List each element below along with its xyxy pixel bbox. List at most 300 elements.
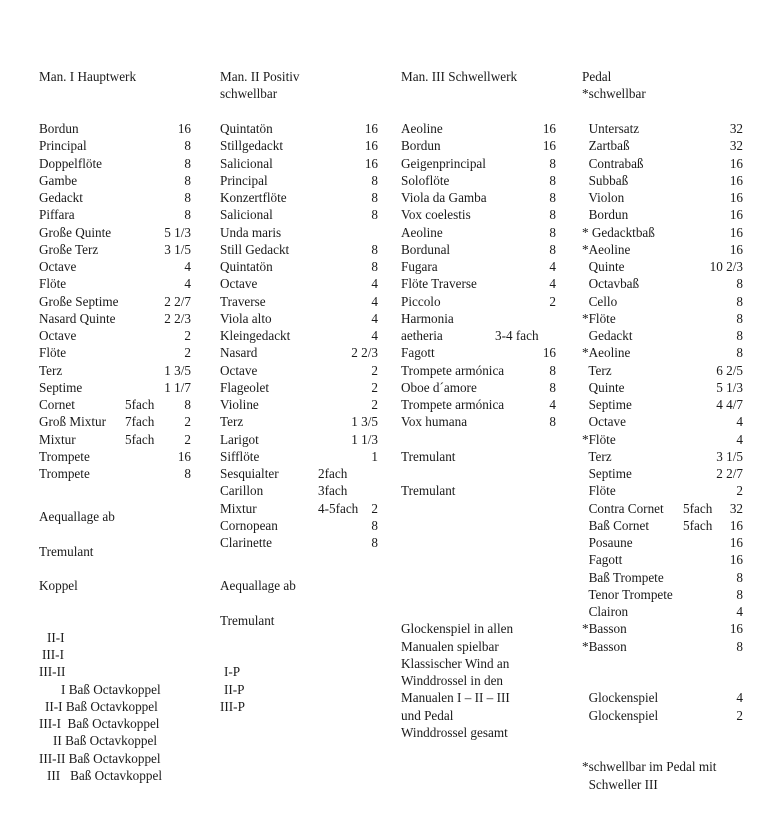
stop-name: Cornet [39,397,75,412]
stop-size: 16 [729,517,743,533]
stop-name: aetheria [401,328,443,343]
stop-name: Aeoline [401,121,443,136]
stop-row [401,413,556,430]
stop-row [39,275,191,292]
stop-size: 16 [729,190,743,205]
stop-size: 4 [184,276,191,292]
stop-size: 16 [177,121,191,136]
stop-row [582,293,743,310]
stop-name: Glockenspiel [582,707,659,723]
stop-name: Gambe [39,172,78,188]
stop-size: 16 [729,224,743,240]
stop-size: 2 [371,397,378,412]
stop-row [582,172,743,189]
stop-row [401,172,556,189]
column-pedal [582,0,743,831]
coupler-label: III-I Baß Octavkoppel [39,716,160,732]
stop-row [220,327,378,344]
stop-name: Viola alto [220,310,272,326]
stop-name: Baß Cornet [582,517,650,533]
stop-name: Octave [582,414,626,430]
stop-row [582,206,743,223]
accessory-label: Koppel [39,578,78,594]
stop-name: Octave [220,362,258,378]
stop-row [582,379,743,396]
stop-row [401,120,556,137]
stop-size: 8 [549,224,556,240]
stop-size: 16 [729,552,743,568]
stop-size: 16 [729,207,743,223]
stop-name: Harmonia [401,310,454,326]
stop-name: Vox coelestis [401,207,471,223]
stop-row [220,155,378,172]
stop-size: 4 4/7 [716,397,743,412]
stop-size: 5 1/3 [164,224,191,240]
column-heading: Pedal [582,69,612,84]
stop-name: *Basson [582,621,627,637]
stop-size: 16 [729,535,743,550]
accessory-label: Tremulant [39,543,94,559]
stop-name: * Gedacktbaß [582,224,655,240]
column-man2 [220,0,378,831]
stop-name: Bordunal [401,241,451,257]
stop-ranks: 5fach [125,397,155,412]
stop-row [582,120,743,137]
coupler-label: III-II Baß Octavkoppel [39,750,161,766]
stop-name: *Aeoline [582,241,631,257]
stop-size: 8 [371,535,378,550]
stop-size: 8 [736,345,743,361]
stop-row [401,206,556,223]
stop-row [39,379,191,396]
stop-row [220,534,378,551]
stop-row [39,189,191,206]
stop-row [401,258,556,275]
stop-size: 8 [184,155,191,171]
glockenspiel-row [582,707,743,724]
stop-row [39,293,191,310]
stop-size: 2 [371,362,378,378]
stop-row [220,344,378,361]
stop-size: 5 1/3 [716,379,743,395]
stop-row [220,120,378,137]
coupler-label: II Baß Octavkoppel [53,733,157,749]
stop-row [582,638,743,655]
stop-size: 2 [184,414,191,430]
stop-row [401,310,556,327]
stop-row [582,137,743,154]
stop-name: Flöte [582,483,616,499]
stop-name: Soloflöte [401,172,450,188]
stop-name: Violon [582,190,625,205]
stop-row [220,448,378,465]
stop-name: Glockenspiel [582,690,659,706]
stop-name: Terz [582,362,612,378]
stop-row [582,413,743,430]
stop-size: 8 [736,638,743,654]
stop-size: 8 [371,172,378,188]
stop-row [39,362,191,379]
stop-row [220,379,378,396]
coupler-label: III Baß Octavkoppel [47,767,162,783]
stop-row [39,396,191,413]
stop-row [401,327,556,344]
stop-name: Subbaß [582,172,629,188]
accessory-label: Tremulant [220,612,275,628]
stop-row [582,310,743,327]
stop-size: 2 [371,379,378,395]
stop-row [220,362,378,379]
stop-name: Bordun [401,138,441,154]
stop-size: 8 [736,328,743,343]
stop-row [582,551,743,568]
stop-size: 16 [542,345,556,361]
column-man3 [401,0,556,831]
stop-size: 32 [729,138,743,154]
stop-row [39,448,191,465]
stop-size: 16 [364,121,378,136]
stop-name: Mixtur [220,500,257,516]
stop-size: 16 [729,155,743,171]
stop-row [582,275,743,292]
stop-ranks: 5fach [683,500,713,516]
stop-row [220,413,378,430]
stop-row [220,206,378,223]
stop-row [582,362,743,379]
accessory-label: Aequallage ab [220,578,296,594]
stop-name: Piffara [39,207,75,223]
stop-name: Octavbaß [582,276,640,292]
stop-row [582,534,743,551]
stop-name: Stillgedackt [220,138,283,154]
stop-row [220,172,378,189]
stop-name: Oboe d´amore [401,379,477,395]
stop-size: 8 [184,207,191,223]
stop-row [401,224,556,241]
stop-name: Fagott [401,345,435,361]
stop-row [39,258,191,275]
stop-row [220,431,378,448]
stop-name: *Flöte [582,310,616,326]
stop-size: 2 [184,345,191,361]
stop-row [39,413,191,430]
stop-row [220,293,378,310]
stop-size: 32 [729,500,743,516]
stop-row [220,396,378,413]
stop-size: 16 [542,138,556,154]
stop-size: 4 [736,414,743,430]
stop-size: 16 [542,121,556,136]
stop-row [582,517,743,534]
stop-size: 32 [729,121,743,136]
stop-size: 8 [549,379,556,395]
column-heading: Man. III Schwellwerk [401,69,518,84]
stop-name: Flöte [39,276,67,292]
stop-size: 4 [184,259,191,274]
stop-name: Konzertflöte [220,190,287,205]
stop-size: 4 [549,259,556,274]
note-line: Winddrossel in den [401,673,504,688]
stop-size: 16 [729,621,743,637]
stop-name: Groß Mixtur [39,414,107,430]
stop-row [220,275,378,292]
stop-row [39,431,191,448]
stop-name: Gedackt [582,328,633,343]
stop-name: *Flöte [582,431,616,447]
stop-row [582,396,743,413]
stop-ranks: 5fach [683,517,713,533]
stop-size: 8 [549,155,556,171]
stop-row [582,465,743,482]
stop-size: 2 2/3 [351,345,378,361]
stop-row [582,224,743,241]
stop-name: Trompete [39,448,90,464]
stop-name: Flageolet [220,379,270,395]
stop-name: Aeoline [401,224,443,240]
stop-row [220,241,378,258]
stop-row [220,517,378,534]
stop-size: 8 [736,569,743,585]
stop-size: 2 [184,431,191,447]
stop-row [582,327,743,344]
stop-row [39,224,191,241]
stop-row [401,241,556,258]
stop-row [582,189,743,206]
stop-row [582,155,743,172]
stop-size: 8 [549,241,556,257]
stop-name: Flöte Traverse [401,276,477,292]
stop-size: 2 2/3 [164,310,191,326]
stop-size: 2 [184,328,191,343]
stop-name: Geigenprincipal [401,155,486,171]
stop-name: Septime [39,379,83,395]
stop-name: Vox humana [401,414,468,430]
stop-name: Octave [220,276,258,292]
note-line: Klassischer Wind an [401,655,510,671]
stop-name: Clarinette [220,535,272,550]
coupler-label: I-P [224,664,241,680]
stop-name: Violine [220,397,259,412]
stop-name: Principal [39,138,87,154]
stop-size: 8 [736,276,743,292]
stop-row [401,189,556,206]
stop-row [39,465,191,482]
stop-row [401,155,556,172]
note-line: Winddrossel gesamt [401,724,508,740]
stop-size: 8 [549,362,556,378]
stop-name: Octave [39,328,77,343]
footnote-line: *schwellbar im Pedal mit [582,759,717,775]
stop-size: 1 [371,448,378,464]
stop-row [220,482,378,499]
stop-name: Terz [220,414,244,430]
column-heading: Man. II Positiv [220,69,300,84]
stop-name: Contra Cornet [582,500,664,516]
stop-size: 6 2/5 [716,362,743,378]
stop-row [220,224,378,241]
stop-size: 8 [736,586,743,602]
stop-name: Septime [582,397,632,412]
stop-name: Quinte [582,259,625,274]
stop-row [39,120,191,137]
stop-row [582,344,743,361]
stop-row [401,396,556,413]
stop-row [582,258,743,275]
stop-size: 2 [549,293,556,309]
stop-size: 16 [729,172,743,188]
stop-row [220,137,378,154]
stop-size: 8 [549,172,556,188]
stop-size: 2 2/7 [164,293,191,309]
stop-name: Principal [220,172,268,188]
stop-size: 2 [736,483,743,499]
stop-size: 8 [371,207,378,223]
stop-name: Tenor Trompete [582,586,673,602]
stop-row [39,206,191,223]
stop-row [39,310,191,327]
stop-name: Quinte [582,379,625,395]
stop-size: 2 [736,707,743,723]
stop-size: 2 [371,500,378,516]
stop-ranks: 4-5fach [318,500,359,516]
stop-row [582,620,743,637]
stop-row [582,586,743,603]
stop-row [401,362,556,379]
coupler-label: II-I Baß Octavkoppel [45,698,158,714]
stop-name: Larigot [220,431,259,447]
stop-size: 8 [184,138,191,154]
stop-size: 8 [371,259,378,274]
stop-name: Kleingedackt [220,328,291,343]
stop-name: Trompete armónica [401,362,505,378]
stop-size: 8 [371,190,378,205]
stop-name: Zartbaß [582,138,630,154]
stop-row [220,258,378,275]
stop-size: 8 [371,517,378,533]
stop-name: Trompete armónica [401,397,505,412]
stop-size: 16 [177,448,191,464]
stop-size: 4 [371,328,378,343]
stop-size: 8 [184,466,191,481]
stop-name: Quintatön [220,259,273,274]
column-man1 [39,0,191,831]
accessory-label: Tremulant [401,483,456,499]
stop-name: Unda maris [220,224,282,240]
stop-row [39,241,191,258]
stop-name: Fugara [401,259,438,274]
coupler-label: II-P [224,681,245,697]
stop-row [39,344,191,361]
stop-size: 4 [371,293,378,309]
stop-name: Terz [582,448,612,464]
stop-row [220,189,378,206]
stop-row [39,172,191,189]
column-heading: *schwellbar [582,86,646,102]
stop-row [39,155,191,172]
stop-size: 16 [364,138,378,154]
accessory-label: Tremulant [401,448,456,464]
stop-row [39,137,191,154]
stop-name: *Basson [582,638,627,654]
stop-size: 1 3/5 [351,414,378,430]
stop-row [582,448,743,465]
stop-row [582,241,743,258]
note-line: Manualen spielbar [401,638,499,654]
stop-name: Traverse [220,293,266,309]
stop-size: 16 [364,155,378,171]
stop-name: Carillon [220,483,264,499]
stop-size: 4 [549,397,556,412]
stop-row [401,275,556,292]
stop-ranks: 2fach [318,466,348,481]
stop-name: Viola da Gamba [401,190,487,205]
footnote-line: Schweller III [582,776,658,792]
stop-name: Terz [39,362,63,378]
stop-name: Piccolo [401,293,441,309]
stop-name: Große Quinte [39,224,112,240]
stop-size: 8 [736,293,743,309]
stop-row [401,293,556,310]
coupler-label: III-P [220,698,245,714]
stop-size: 8 [371,241,378,257]
coupler-label: III-I [42,647,64,663]
stop-size: 3 1/5 [164,241,191,257]
stop-row [401,379,556,396]
stop-size: 8 [184,190,191,205]
stop-name: Bordun [39,121,79,136]
stop-size: 3 1/5 [716,448,743,464]
stop-name: Sesquialter [220,466,279,481]
stop-name: Flöte [39,345,67,361]
stop-name: Quintatön [220,121,273,136]
stop-name: Still Gedackt [220,241,290,257]
stop-name: Posaune [582,535,633,550]
stop-name: Mixtur [39,431,76,447]
stop-row [220,310,378,327]
coupler-label: III-II [39,664,66,680]
stop-row [220,500,378,517]
stop-name: Cello [582,293,618,309]
stop-name: Bordun [582,207,629,223]
stop-size: 8 [184,172,191,188]
stop-name: Sifflöte [220,448,260,464]
stop-size: 2 2/7 [716,466,743,481]
stop-size: 4 [371,276,378,292]
stop-name: Nasard Quinte [39,310,116,326]
stop-size: 1 1/3 [351,431,378,447]
coupler-label: II-I [47,629,65,645]
stop-name: Trompete [39,466,90,481]
stop-size: 8 [549,207,556,223]
stop-row [582,569,743,586]
stop-ranks: 5fach [125,431,155,447]
stop-size: 8 [549,414,556,430]
glockenspiel-row [582,689,743,706]
note-line: und Pedal [401,707,454,723]
stop-ranks: 3fach [318,483,348,499]
stop-size: 4 [736,690,743,706]
stop-size: 8 [184,397,191,412]
stop-name: Contrabaß [582,155,644,171]
stop-name: Octave [39,259,77,274]
note-line: Manualen I – II – III [401,690,510,706]
stop-row [220,465,378,482]
stop-name: Baß Trompete [582,569,664,585]
stop-size: 1 1/7 [164,379,191,395]
stop-name: Große Terz [39,241,99,257]
stop-size: 1 3/5 [164,362,191,378]
stop-name: Doppelflöte [39,155,102,171]
